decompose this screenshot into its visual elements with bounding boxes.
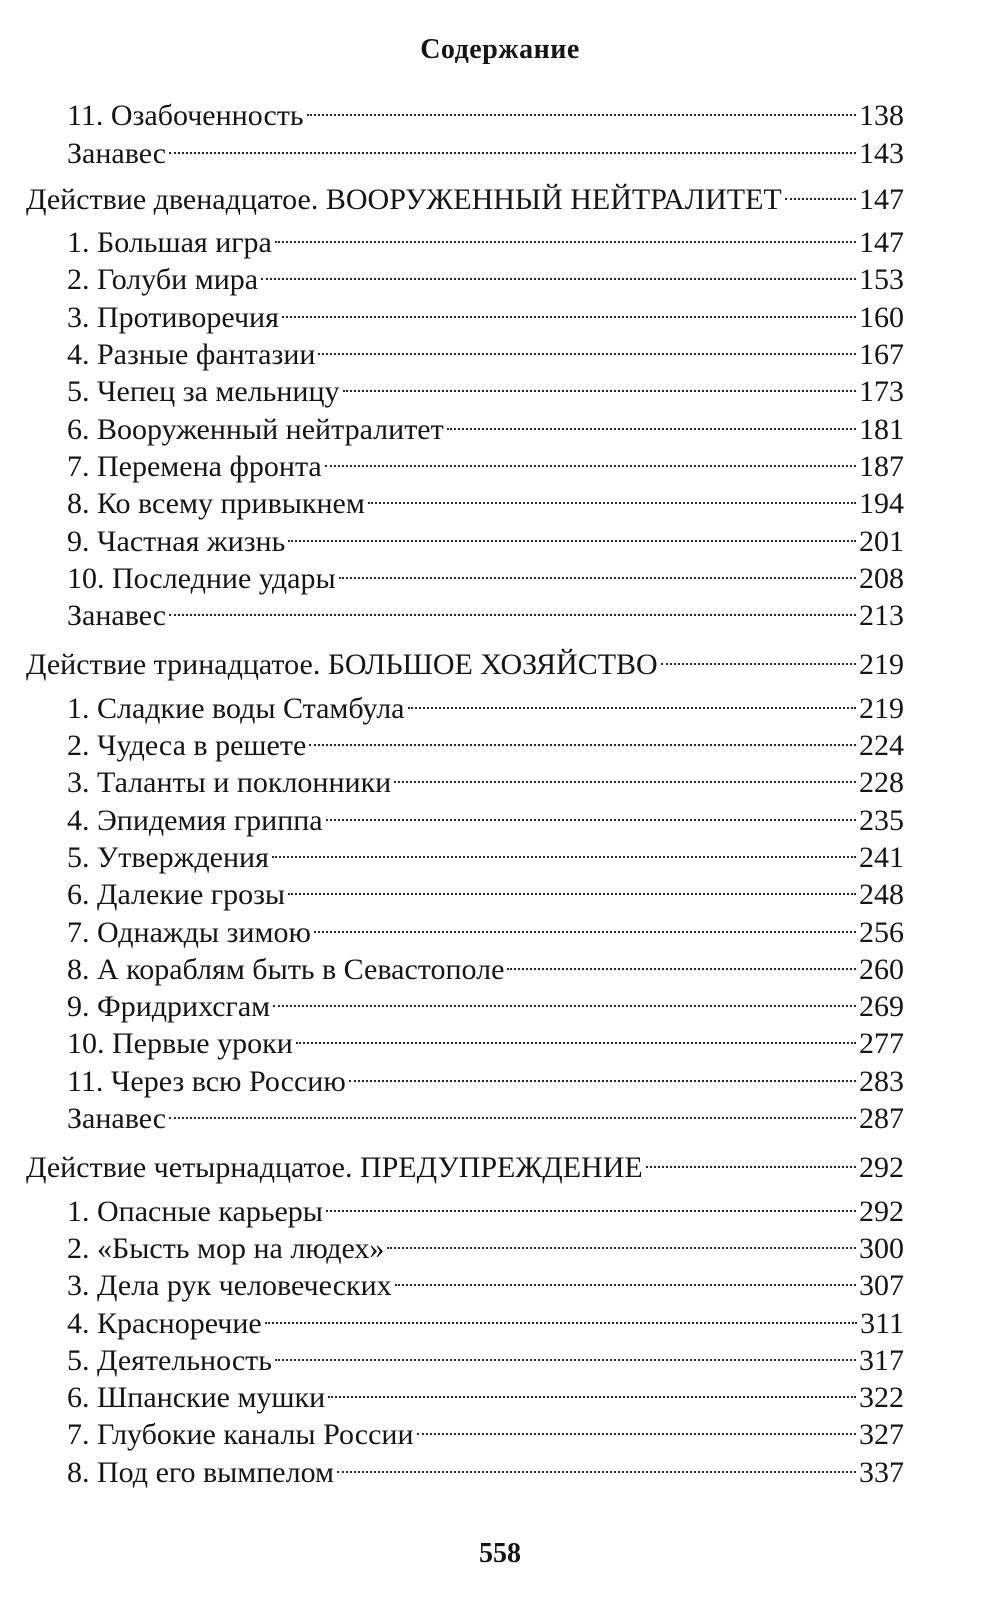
toc-entry-title: Действие четырнадцатое. ПРЕДУПРЕЖДЕНИЕ bbox=[26, 1151, 643, 1185]
toc-dot-leader bbox=[261, 252, 856, 289]
toc-entry-page-number: 277 bbox=[859, 1027, 904, 1061]
toc-dot-leader bbox=[387, 1221, 856, 1258]
toc-entry-title: Занавес bbox=[67, 1102, 167, 1136]
toc-entry-page-number: 160 bbox=[859, 300, 904, 334]
toc-dot-leader bbox=[288, 513, 856, 550]
toc-entry-page-number: 167 bbox=[859, 338, 904, 372]
toc-dot-leader bbox=[349, 1053, 856, 1090]
toc-entry-title: 3. Таланты и поклонники bbox=[67, 766, 392, 800]
toc-dot-leader bbox=[169, 125, 856, 162]
toc-dot-leader bbox=[326, 792, 856, 829]
toc-entry-page-number: 327 bbox=[859, 1418, 904, 1452]
toc-entry-title: 6. Далекие грозы bbox=[67, 878, 286, 912]
toc-entry-page-number: 307 bbox=[859, 1269, 904, 1303]
toc-dot-leader bbox=[325, 439, 856, 476]
toc-entry-page-number: 322 bbox=[859, 1381, 904, 1415]
toc-entry-title: 11. Озабоченность bbox=[67, 99, 304, 133]
toc-dot-leader bbox=[343, 364, 856, 401]
toc-entry-title: 3. Противоречия bbox=[67, 300, 279, 334]
toc-entry-title: 6. Вооруженный нейтралитет bbox=[67, 412, 444, 446]
toc-entry-page-number: 213 bbox=[859, 599, 904, 633]
toc-chapter-entry bbox=[26, 172, 904, 216]
toc-entry-title: 1. Большая игра bbox=[67, 226, 272, 260]
toc-entry-page-number: 228 bbox=[859, 766, 904, 800]
toc-dot-leader bbox=[661, 637, 856, 674]
toc-entry-page-number: 241 bbox=[859, 840, 904, 874]
toc-entry-page-number: 292 bbox=[859, 1194, 904, 1228]
toc-dot-leader bbox=[339, 551, 856, 588]
toc-dot-leader bbox=[309, 718, 856, 755]
toc-dot-leader bbox=[265, 1295, 857, 1332]
toc-entry-title: 2. Чудеса в решете bbox=[67, 729, 307, 763]
toc-entry-page-number: 337 bbox=[859, 1455, 904, 1489]
toc-dot-leader bbox=[272, 830, 856, 867]
toc-dot-leader bbox=[447, 401, 856, 438]
toc-dot-leader bbox=[408, 680, 857, 717]
toc-entry-title: 8. Под его вымпелом bbox=[67, 1455, 334, 1489]
toc-entry-title: 2. «Бысть мор на людех» bbox=[67, 1231, 385, 1265]
toc-entry-title: 8. А кораблям быть в Севастополе bbox=[67, 952, 505, 986]
toc-dot-leader bbox=[394, 755, 856, 792]
toc-entry-page-number: 248 bbox=[859, 878, 904, 912]
toc-entry-title: 2. Голуби мира bbox=[67, 263, 259, 297]
toc-entry-title: 4. Красноречие bbox=[67, 1306, 262, 1340]
toc-dot-leader bbox=[318, 327, 856, 364]
toc-entry-title: 1. Сладкие воды Стамбула bbox=[67, 691, 405, 725]
toc-entry-page-number: 287 bbox=[859, 1102, 904, 1136]
toc-dot-leader bbox=[395, 1258, 856, 1295]
toc-entry-title: 1. Опасные карьеры bbox=[67, 1194, 323, 1228]
toc-entry-page-number: 194 bbox=[859, 487, 904, 521]
table-of-contents bbox=[26, 88, 904, 1489]
toc-entry-title: 5. Утверждения bbox=[67, 840, 269, 874]
toc-entry-title: 7. Глубокие каналы России bbox=[67, 1418, 414, 1452]
toc-dot-leader bbox=[507, 942, 856, 979]
toc-entry-title: 4. Разные фантазии bbox=[67, 338, 316, 372]
toc-dot-leader bbox=[326, 1183, 856, 1220]
toc-chapter-entry bbox=[26, 637, 904, 682]
toc-entry-title: 3. Дела рук человеческих bbox=[67, 1269, 392, 1303]
toc-entry-title: 6. Шпанские мушки bbox=[67, 1381, 326, 1415]
toc-dot-leader bbox=[296, 1016, 856, 1053]
toc-dot-leader bbox=[368, 476, 856, 513]
toc-entry-title: 10. Последние удары bbox=[67, 561, 336, 595]
toc-entry-page-number: 224 bbox=[859, 729, 904, 763]
toc-entry-page-number: 187 bbox=[859, 449, 904, 483]
toc-entry-page-number: 256 bbox=[859, 915, 904, 949]
toc-entry-page-number: 219 bbox=[859, 648, 904, 682]
toc-dot-leader bbox=[275, 1333, 856, 1370]
toc-entry-page-number: 201 bbox=[859, 524, 904, 558]
toc-entry-title: 7. Перемена фронта bbox=[67, 449, 322, 483]
page-number: 558 bbox=[479, 1538, 521, 1569]
toc-section-entry bbox=[26, 88, 904, 133]
toc-entry-page-number: 283 bbox=[859, 1064, 904, 1098]
toc-entry-page-number: 269 bbox=[859, 990, 904, 1024]
toc-entry-title: 5. Деятельность bbox=[67, 1343, 272, 1377]
toc-dot-leader bbox=[785, 172, 856, 209]
toc-entry-title: 7. Однажды зимою bbox=[67, 915, 311, 949]
toc-section-entry bbox=[26, 1183, 904, 1228]
toc-dot-leader bbox=[337, 1444, 856, 1481]
toc-dot-leader bbox=[288, 867, 856, 904]
toc-dot-leader bbox=[273, 979, 856, 1016]
toc-entry-title: 9. Частная жизнь bbox=[67, 524, 286, 558]
toc-entry-title: Занавес bbox=[67, 599, 167, 633]
toc-entry-title: Действие двенадцатое. ВООРУЖЕННЫЙ НЕЙТРАЛИТЕТ bbox=[26, 182, 782, 216]
toc-dot-leader bbox=[646, 1140, 856, 1177]
toc-chapter-entry bbox=[26, 1140, 904, 1185]
toc-entry-title: Действие тринадцатое. БОЛЬШОЕ ХОЗЯЙСТВО bbox=[26, 648, 658, 682]
toc-dot-leader bbox=[417, 1407, 857, 1444]
toc-entry-title: 8. Ко всему привыкнем bbox=[67, 487, 365, 521]
toc-dot-leader bbox=[328, 1370, 856, 1407]
toc-entry-page-number: 208 bbox=[859, 561, 904, 595]
toc-entry-title: 9. Фридрихсгам bbox=[67, 990, 271, 1024]
toc-entry-title: Занавес bbox=[67, 136, 167, 170]
toc-entry-page-number: 300 bbox=[859, 1231, 904, 1265]
toc-entry-page-number: 292 bbox=[859, 1151, 904, 1185]
toc-section-entry bbox=[26, 680, 904, 725]
toc-dot-leader bbox=[169, 588, 856, 625]
toc-dot-leader bbox=[169, 1091, 856, 1128]
toc-entry-page-number: 260 bbox=[859, 952, 904, 986]
toc-dot-leader bbox=[314, 904, 856, 941]
toc-entry-title: 5. Чепец за мельницу bbox=[67, 375, 340, 409]
page-header-title: Содержание bbox=[420, 34, 580, 65]
toc-entry-title: 10. Первые уроки bbox=[67, 1027, 293, 1061]
toc-entry-page-number: 147 bbox=[859, 182, 904, 216]
toc-entry-title: 11. Через всю Россию bbox=[67, 1064, 346, 1098]
toc-dot-leader bbox=[282, 289, 856, 326]
toc-entry-page-number: 219 bbox=[859, 691, 904, 725]
toc-section-entry bbox=[26, 215, 904, 260]
toc-entry-page-number: 173 bbox=[859, 375, 904, 409]
toc-dot-leader bbox=[275, 215, 856, 252]
toc-entry-page-number: 235 bbox=[859, 803, 904, 837]
toc-entry-page-number: 317 bbox=[859, 1343, 904, 1377]
toc-dot-leader bbox=[307, 88, 856, 125]
toc-entry-title: 4. Эпидемия гриппа bbox=[67, 803, 323, 837]
toc-entry-page-number: 143 bbox=[859, 136, 904, 170]
toc-entry-page-number: 181 bbox=[859, 412, 904, 446]
toc-entry-page-number: 147 bbox=[859, 226, 904, 260]
toc-entry-page-number: 138 bbox=[859, 99, 904, 133]
toc-entry-page-number: 311 bbox=[860, 1306, 904, 1340]
toc-entry-page-number: 153 bbox=[859, 263, 904, 297]
